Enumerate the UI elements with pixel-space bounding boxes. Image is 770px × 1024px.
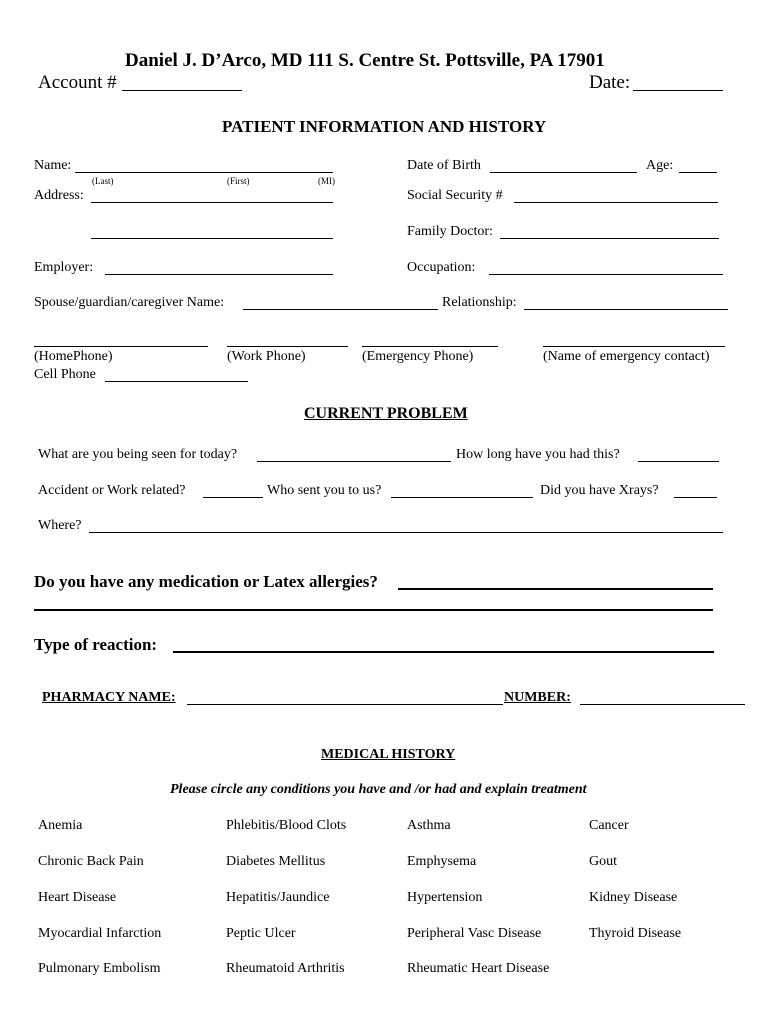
spouse-label: Spouse/guardian/caregiver Name: bbox=[34, 295, 225, 310]
medical-history-heading: MEDICAL HISTORY bbox=[321, 747, 456, 762]
how-long-label: How long have you had this? bbox=[456, 447, 620, 462]
medical-history-instruction: Please circle any conditions you have and /or had and explain treatment bbox=[170, 782, 587, 797]
employer-field[interactable] bbox=[105, 274, 333, 275]
condition-item[interactable]: Hepatitis/Jaundice bbox=[226, 890, 330, 905]
condition-item[interactable]: Diabetes Mellitus bbox=[226, 854, 326, 869]
emergency-phone-label: (Emergency Phone) bbox=[362, 349, 474, 364]
last-name-sublabel: (Last) bbox=[92, 176, 114, 186]
cell-phone-label: Cell Phone bbox=[34, 367, 96, 382]
address-field[interactable] bbox=[91, 202, 333, 203]
name-label: Name: bbox=[34, 158, 72, 173]
date-field[interactable] bbox=[633, 90, 723, 91]
condition-item[interactable]: Heart Disease bbox=[38, 890, 117, 905]
current-problem-heading: CURRENT PROBLEM bbox=[304, 405, 468, 422]
employer-label: Employer: bbox=[34, 260, 94, 275]
sent-by-field[interactable] bbox=[391, 497, 533, 498]
occupation-field[interactable] bbox=[489, 274, 723, 275]
xrays-label: Did you have Xrays? bbox=[540, 483, 659, 498]
condition-item[interactable]: Hypertension bbox=[407, 890, 483, 905]
condition-item[interactable]: Peripheral Vasc Disease bbox=[407, 926, 542, 941]
emergency-contact-label: (Name of emergency contact) bbox=[543, 349, 710, 364]
age-field[interactable] bbox=[679, 172, 717, 173]
occupation-label: Occupation: bbox=[407, 260, 476, 275]
home-phone-label: (HomePhone) bbox=[34, 349, 113, 364]
address-line-2-field[interactable] bbox=[91, 238, 333, 239]
condition-item[interactable]: Myocardial Infarction bbox=[38, 926, 162, 941]
reaction-field[interactable] bbox=[173, 651, 714, 653]
condition-item[interactable]: Phlebitis/Blood Clots bbox=[226, 818, 347, 833]
date-label: Date: bbox=[589, 72, 631, 93]
condition-item[interactable]: Gout bbox=[589, 854, 617, 869]
reaction-label: Type of reaction: bbox=[34, 635, 158, 654]
where-field[interactable] bbox=[89, 532, 723, 533]
page-title: PATIENT INFORMATION AND HISTORY bbox=[222, 117, 547, 136]
work-phone-field[interactable] bbox=[227, 346, 348, 347]
first-name-sublabel: (First) bbox=[227, 176, 250, 186]
condition-item[interactable]: Anemia bbox=[38, 818, 83, 833]
relationship-field[interactable] bbox=[524, 309, 728, 310]
xrays-field[interactable] bbox=[674, 497, 717, 498]
pharmacy-name-field[interactable] bbox=[187, 704, 503, 705]
how-long-field[interactable] bbox=[638, 461, 719, 462]
allergies-field-line-2[interactable] bbox=[34, 609, 713, 611]
seen-for-field[interactable] bbox=[257, 461, 451, 462]
accident-field[interactable] bbox=[203, 497, 263, 498]
condition-item[interactable]: Peptic Ulcer bbox=[226, 926, 296, 941]
dob-label: Date of Birth bbox=[407, 158, 481, 173]
cell-phone-field[interactable] bbox=[105, 381, 248, 382]
work-phone-label: (Work Phone) bbox=[227, 349, 306, 364]
middle-initial-sublabel: (MI) bbox=[318, 176, 335, 186]
condition-item[interactable]: Asthma bbox=[407, 818, 451, 833]
condition-item[interactable]: Rheumatic Heart Disease bbox=[407, 961, 550, 976]
ssn-label: Social Security # bbox=[407, 188, 503, 203]
allergies-field[interactable] bbox=[398, 588, 713, 590]
condition-item[interactable]: Emphysema bbox=[407, 854, 477, 869]
age-label: Age: bbox=[646, 158, 674, 173]
dob-field[interactable] bbox=[490, 172, 637, 173]
emergency-contact-field[interactable] bbox=[543, 346, 725, 347]
emergency-phone-field[interactable] bbox=[362, 346, 498, 347]
condition-item[interactable]: Kidney Disease bbox=[589, 890, 678, 905]
account-field[interactable] bbox=[122, 90, 242, 91]
pharmacy-number-label: NUMBER: bbox=[504, 690, 571, 705]
accident-label: Accident or Work related? bbox=[38, 483, 186, 498]
condition-item[interactable]: Chronic Back Pain bbox=[38, 854, 144, 869]
relationship-label: Relationship: bbox=[442, 295, 517, 310]
condition-item[interactable]: Thyroid Disease bbox=[589, 926, 682, 941]
where-label: Where? bbox=[38, 518, 82, 533]
pharmacy-number-field[interactable] bbox=[580, 704, 745, 705]
family-doctor-label: Family Doctor: bbox=[407, 224, 493, 239]
pharmacy-name-label: PHARMACY NAME: bbox=[42, 690, 176, 705]
spouse-field[interactable] bbox=[243, 309, 438, 310]
practice-header: Daniel J. D’Arco, MD 111 S. Centre St. Pottsville, PA 17901 bbox=[125, 50, 605, 71]
condition-item[interactable]: Pulmonary Embolism bbox=[38, 961, 161, 976]
condition-item[interactable]: Cancer bbox=[589, 818, 629, 833]
seen-for-label: What are you being seen for today? bbox=[38, 447, 238, 462]
allergies-question: Do you have any medication or Latex allergies? bbox=[34, 572, 378, 591]
name-field[interactable] bbox=[75, 172, 333, 173]
account-label: Account # bbox=[38, 72, 117, 93]
ssn-field[interactable] bbox=[514, 202, 718, 203]
sent-by-label: Who sent you to us? bbox=[267, 483, 382, 498]
condition-item[interactable]: Rheumatoid Arthritis bbox=[226, 961, 345, 976]
family-doctor-field[interactable] bbox=[500, 238, 719, 239]
home-phone-field[interactable] bbox=[34, 346, 208, 347]
address-label: Address: bbox=[34, 188, 84, 203]
